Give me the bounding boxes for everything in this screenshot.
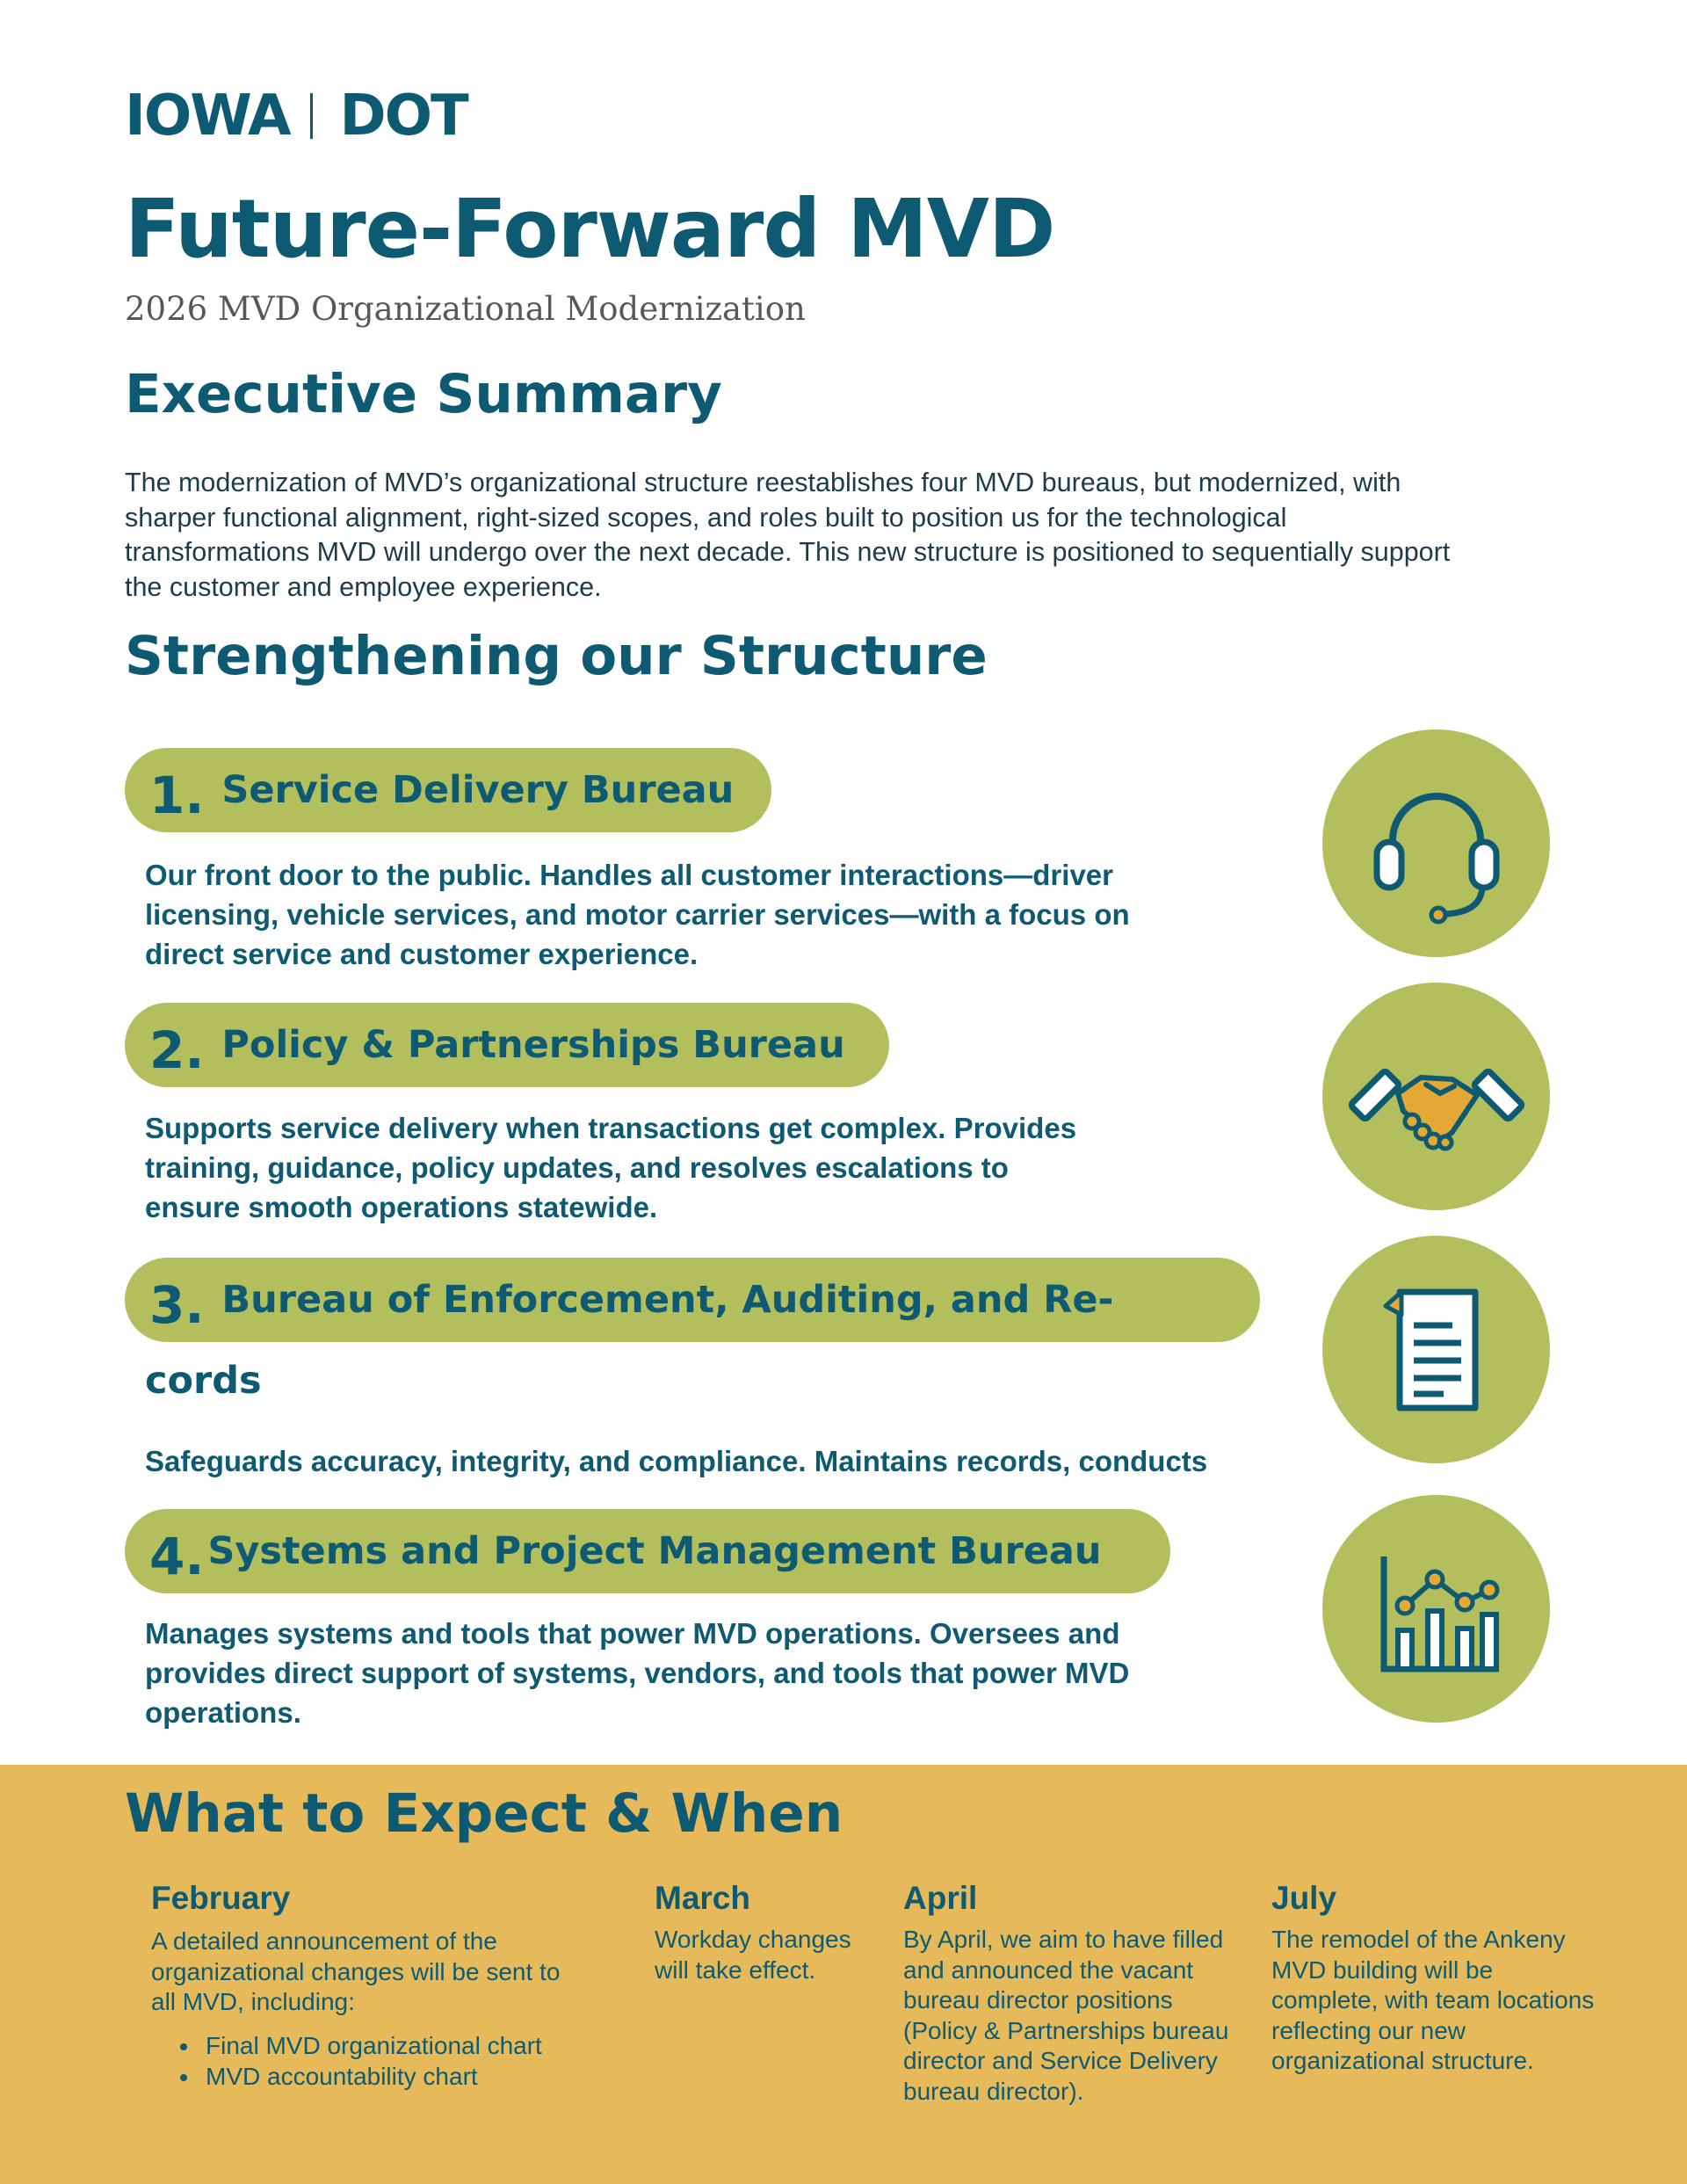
- bureau-3-icon-circle: [1322, 1236, 1550, 1463]
- bullet-accountability-chart: • MVD accountability chart: [200, 2062, 657, 2093]
- bureau-3-number: 3.: [149, 1275, 205, 1335]
- executive-summary-heading: Executive Summary: [125, 363, 722, 425]
- bureau-2-icon-circle: [1322, 983, 1550, 1210]
- timeline-bullets-february: [151, 2031, 657, 2092]
- bureau-1-icon-circle: [1322, 729, 1550, 957]
- logo-dot-text: DOT: [339, 83, 467, 149]
- timeline-heading: What to Expect & When: [125, 1782, 844, 1845]
- handshake-icon: [1349, 1009, 1524, 1185]
- iowa-dot-logo: [125, 83, 467, 149]
- timeline-text-march: Workday changes will take effect.: [655, 1926, 851, 1984]
- bureau-1-pill: [125, 748, 771, 832]
- timeline-text-july: The remodel of the Ankeny MVD building will be complete, with team locations reflecting our new organizational structure.: [1271, 1926, 1595, 2074]
- bureau-1-name: Service Delivery Bureau: [221, 768, 735, 812]
- page-title: Future-Forward MVD: [125, 182, 1055, 276]
- bureau-3-description: Safeguards accuracy, integrity, and compliance. Maintains records, conducts: [145, 1445, 1208, 1477]
- structure-heading: Strengthening our Structure: [125, 625, 988, 687]
- timeline-month-february: February: [151, 1880, 291, 1916]
- bureau-3-name-continued: cords: [145, 1359, 262, 1403]
- page-subtitle: 2026 MVD Organizational Modernization: [125, 290, 806, 328]
- bureau-4-name: Systems and Project Management Bureau: [207, 1529, 1102, 1573]
- executive-summary-text: The modernization of MVD’s organizational structure reestablishes four MVD bureaus, but modernized, with sharper functional alignment, right-sized scopes, and roles built to position us for the technological transformations MVD will undergo over the next decade. This new structure is positioned to sequentially support the customer and employee experience.: [125, 468, 1451, 602]
- bureau-3-name: Bureau of Enforcement, Auditing, and Re-: [221, 1278, 1114, 1322]
- bureau-2-number: 2.: [149, 1020, 205, 1080]
- timeline-text-february: A detailed announcement of the organizational changes will be sent to all MVD, including:: [151, 1927, 561, 2015]
- bureau-2-pill: [125, 1003, 889, 1087]
- bureau-4-number: 4.: [149, 1527, 205, 1586]
- timeline-month-july: July: [1271, 1880, 1337, 1916]
- logo-divider: [310, 93, 313, 139]
- logo-iowa-text: IOWA: [125, 83, 290, 149]
- bar-chart-icon: [1349, 1521, 1524, 1697]
- bureau-4-icon-circle: [1322, 1495, 1550, 1723]
- bureau-4-description: Manages systems and tools that power MVD operations. Oversees and provides direct support of systems, vendors, and tools that power MVD operations.: [145, 1617, 1130, 1729]
- bureau-2-description: Supports service delivery when transactions get complex. Provides training, guidance, policy updates, and resolves escalations to ensure smooth operations statewide.: [145, 1112, 1077, 1223]
- headset-icon: [1349, 756, 1524, 932]
- bureau-1-description: Our front door to the public. Handles all customer interactions—driver licensing, vehicle services, and motor carrier services—with a focus on direct service and customer experience.: [145, 859, 1130, 970]
- bureau-3-pill: [125, 1258, 1260, 1342]
- bureau-4-pill: [125, 1509, 1170, 1593]
- timeline-month-april: April: [903, 1880, 978, 1916]
- bullet-org-chart: • Final MVD organizational chart: [200, 2031, 657, 2062]
- timeline-month-march: March: [655, 1880, 750, 1916]
- bureau-1-number: 1.: [149, 765, 205, 825]
- document-icon: [1349, 1262, 1524, 1438]
- timeline-text-april: By April, we aim to have filled and announced the vacant bureau director positions (Policy & Partnerships bureau director and Service Delivery bureau director).: [903, 1926, 1229, 2105]
- bureau-2-name: Policy & Partnerships Bureau: [221, 1023, 845, 1067]
